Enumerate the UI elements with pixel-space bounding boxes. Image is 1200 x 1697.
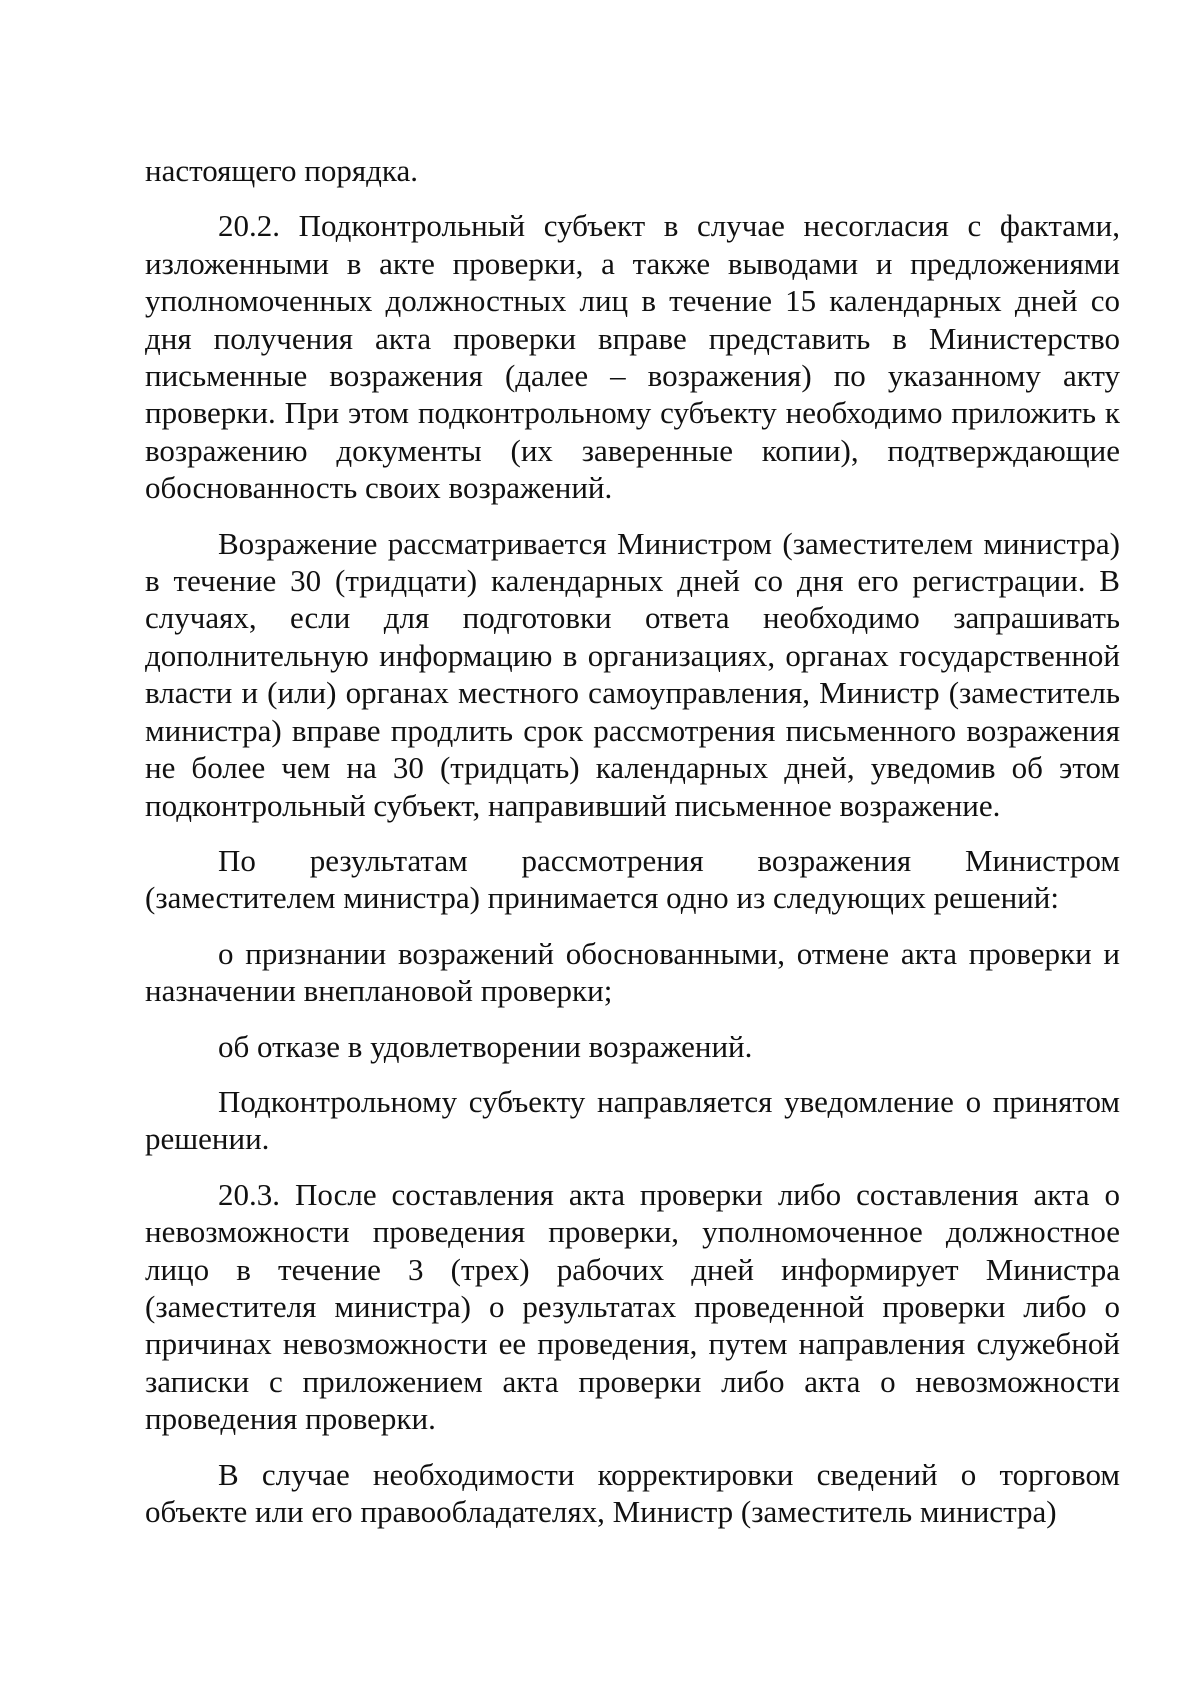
paragraph-20-3: 20.3. После составления акта проверки либо составления акта о невозможности проведения проверки, уполномоченное должностное лицо в течение 3 (трех) рабочих дней информирует Министра (заместителя министра) о результатах проведенной проверки либо о причинах невозможности ее проведения, путем направления служебной записки с приложением акта проверки либо акта о невозможности проведения проверки. bbox=[145, 1176, 1120, 1437]
paragraph-continuation: настоящего порядка. bbox=[145, 153, 418, 188]
paragraph-correction: В случае необходимости корректировки сведений о торговом объекте или его правообладателях, Министр (заместитель министра) bbox=[145, 1456, 1120, 1529]
document-body bbox=[145, 152, 1120, 1530]
paragraph-objection-review: Возражение рассматривается Министром (заместителем министра) в течение 30 (тридцати) календарных дней со дня его регистрации. В случаях, если для подготовки ответа необходимо запрашивать дополнительную информацию в организациях, органах государственной власти и (или) органах местного самоуправления, Министр (заместитель министра) вправе продлить срок рассмотрения письменного возражения не более чем на 30 (тридцать) календарных дней, уведомив об этом подконтрольный субъект, направивший письменное возражение. bbox=[145, 525, 1120, 823]
paragraph-notification: Подконтрольному субъекту направляется уведомление о принятом решении. bbox=[145, 1083, 1120, 1157]
paragraph-review-results: По результатам рассмотрения возражения Министром (заместителем министра) принимается одно из следующих решений: bbox=[145, 842, 1120, 916]
paragraph-decision-option-1: о признании возражений обоснованными, отмене акта проверки и назначении внеплановой проверки; bbox=[145, 935, 1120, 1009]
paragraph-decision-option-2: об отказе в удовлетворении возражений. bbox=[218, 1028, 753, 1064]
paragraph-20-2: 20.2. Подконтрольный субъект в случае несогласия с фактами, изложенными в акте проверки, а также выводами и предложениями уполномоченных должностных лиц в течение 15 календарных дней со дня получения акта проверки вправе представить в Министерство письменные возражения (далее – возражения) по указанному акту проверки. При этом подконтрольному субъекту необходимо приложить к возражению документы (их заверенные копии), подтверждающие обоснованность своих возражений. bbox=[145, 208, 1120, 506]
